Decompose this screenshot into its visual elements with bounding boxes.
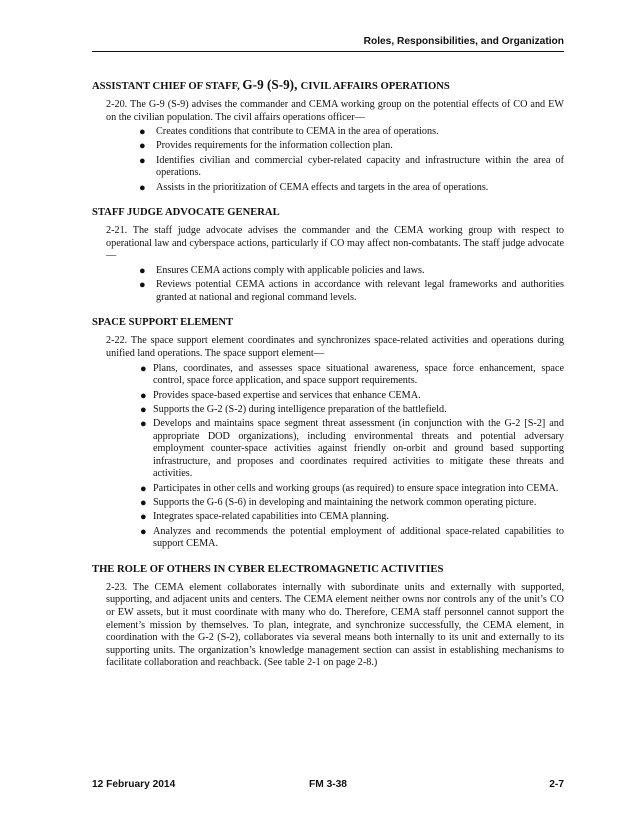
section-staff-judge-advocate bbox=[92, 206, 564, 304]
heading-prefix: ASSISTANT CHIEF OF STAFF, bbox=[92, 81, 243, 92]
paragraph-2-22: 2-22. The space support element coordinates and synchronizes space-related activities and operations during unified land operations. The space support element— bbox=[106, 335, 564, 360]
heading-suffix: CIVIL AFFAIRS OPERATIONS bbox=[300, 81, 450, 92]
bullet-icon: ● bbox=[140, 418, 147, 431]
bullet-icon: ● bbox=[140, 497, 147, 510]
bullet-icon: ● bbox=[139, 154, 146, 167]
bullet-icon: ● bbox=[140, 525, 147, 538]
footer-publication: FM 3-38 bbox=[309, 779, 347, 790]
running-head: Roles, Responsibilities, and Organization bbox=[92, 36, 564, 52]
footer-date: 12 February 2014 bbox=[92, 779, 176, 790]
section-civil-affairs bbox=[92, 78, 564, 194]
bullet-icon: ● bbox=[140, 482, 147, 495]
list-item: ● Provides requirements for the information collection plan. bbox=[139, 140, 393, 153]
bullet-icon: ● bbox=[140, 403, 147, 416]
section-heading-space-support: SPACE SUPPORT ELEMENT bbox=[92, 317, 234, 329]
bullet-list-civil-affairs bbox=[92, 126, 564, 194]
bullet-icon: ● bbox=[140, 362, 147, 375]
bullet-list-space-support bbox=[92, 363, 564, 551]
bullet-icon: ● bbox=[139, 140, 146, 153]
section-heading-role-of-others: THE ROLE OF OTHERS IN CYBER ELECTROMAGNETIC ACTIVITIES bbox=[92, 563, 444, 575]
bullet-list-staff-judge-advocate bbox=[92, 265, 564, 304]
list-item: ● Creates conditions that contribute to CEMA in the area of operations. bbox=[139, 126, 439, 139]
paragraph-2-23: 2-23. The CEMA element collaborates internally with subordinate units and externally with supported, supporting, and adjacent units and centers. The CEMA element neither owns nor controls any of the unit’s CO or EW assets, but it must coordinate with many who do. Therefore, CEMA staff personnel cannot support the element’s mission by themselves. To plan, integrate, and synchronize successfully, the CEMA element, in coordination with the G-2 (S-2), collaborates via several means both internally to its unit and externally to its supporting units. The organization’s knowledge management section can assist in establishing mechanisms to facilitate collaboration and reachback. (See table 2-1 on page 2-8.) bbox=[106, 581, 564, 669]
list-item: ● Reviews potential CEMA actions in accordance with relevant legal frameworks and authorities granted at national and regional command levels. bbox=[139, 279, 564, 303]
list-item: ● Assists in the prioritization of CEMA effects and targets in the area of operations. bbox=[139, 181, 489, 194]
list-item: ● Develops and maintains space segment threat assessment (in conjunction with the G-2 [S-2] and appropriate DOD organizations), including environmental threats and potential adversary employment counter-space activities against friendly on-orbit and ground based supporting infrastructure, and proposes and coordinates required activities to mitigate these threats and activities. bbox=[140, 418, 564, 480]
list-item: ● Analyzes and recommends the potential employment of additional space-related capabilities to support CEMA. bbox=[140, 525, 564, 550]
section-space-support bbox=[92, 316, 564, 550]
list-item: ● Supports the G-2 (S-2) during intelligence preparation of the battlefield. bbox=[140, 403, 447, 416]
section-heading-civil-affairs bbox=[92, 78, 564, 93]
list-item: ● Plans, coordinates, and assesses space situational awareness, space force enhancement, space control, space force application, and space support requirements. bbox=[140, 362, 564, 387]
section-role-of-others bbox=[92, 563, 564, 670]
heading-g9: G-9 (S-9), bbox=[242, 77, 301, 92]
list-item: ● Supports the G-6 (S-6) in developing and maintaining the network common operating picture. bbox=[140, 497, 537, 510]
page-footer bbox=[92, 779, 564, 793]
paragraph-2-20: 2-20. The G-9 (S-9) advises the commander and CEMA working group on the potential effects of CO and EW on the civilian population. The civil affairs operations officer— bbox=[106, 99, 564, 123]
page-content bbox=[92, 78, 564, 682]
bullet-icon: ● bbox=[140, 389, 147, 402]
list-item: ● Participates in other cells and working groups (as required) to ensure space integration into CEMA. bbox=[140, 482, 559, 495]
bullet-icon: ● bbox=[139, 279, 146, 292]
list-item: ● Identifies civilian and commercial cyber-related capacity and infrastructure within the area of operations. bbox=[139, 154, 564, 179]
bullet-icon: ● bbox=[140, 511, 147, 524]
paragraph-2-21: 2-21. The staff judge advocate advises the commander and the CEMA working group with respect to operational law and cyberspace actions, particularly if CO may affect non-combatants. The staff judge advocate— bbox=[106, 225, 564, 262]
section-heading-staff-judge-advocate: STAFF JUDGE ADVOCATE GENERAL bbox=[92, 207, 280, 219]
bullet-icon: ● bbox=[139, 181, 146, 194]
list-item: ● Ensures CEMA actions comply with applicable policies and laws. bbox=[139, 265, 425, 277]
bullet-icon: ● bbox=[139, 265, 146, 277]
list-item: ● Integrates space-related capabilities into CEMA planning. bbox=[140, 511, 389, 524]
footer-page-number: 2-7 bbox=[549, 779, 564, 790]
list-item: ● Provides space-based expertise and services that enhance CEMA. bbox=[140, 389, 421, 402]
bullet-icon: ● bbox=[139, 126, 146, 139]
